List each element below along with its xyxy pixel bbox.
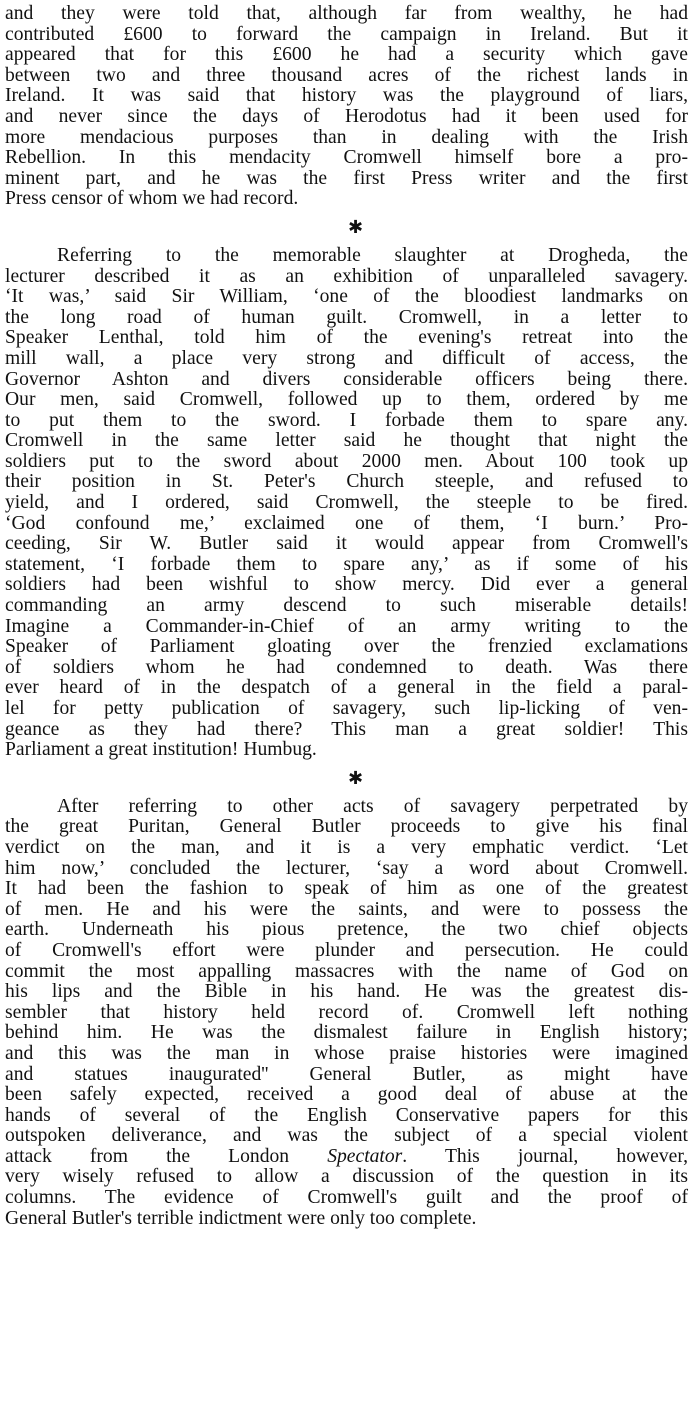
text-line: Speaker Lenthal, told him of the evening's retreat into the — [5, 327, 688, 349]
text-line: lecturer described it as an exhibition of unparalleled savagery. — [5, 265, 688, 287]
text-line: Cromwell in the same letter said he thought that night the — [5, 430, 688, 452]
text-line: been safely expected, received a good deal of abuse at the — [5, 1084, 688, 1106]
text-line: between two and three thousand acres of the richest lands in — [5, 64, 688, 86]
text-line: the great Puritan, General Butler proceeds to give his final — [5, 816, 688, 838]
text-line: to put them to the sword. I forbade them to spare any. — [5, 409, 688, 431]
text-line: mill wall, a place very strong and difficult of access, the — [5, 347, 688, 369]
text-line: sembler that history held record of. Cromwell left nothing — [5, 1001, 688, 1023]
text-line: of soldiers whom he had condemned to death. Was there — [5, 656, 688, 678]
text-line: him now,’ concluded the lecturer, ‘say a word about Cromwell. — [5, 857, 688, 879]
text-line: yield, and I ordered, said Cromwell, the steeple to be fired. — [5, 492, 688, 514]
text-line: appeared that for this £600 he had a security which gave — [5, 44, 688, 66]
document-page — [5, 4, 688, 1229]
text-line: minent part, and he was the first Press writer and the first — [5, 167, 688, 189]
text-line: of Cromwell's effort were plunder and persecution. He could — [5, 939, 688, 961]
paragraph-2 — [5, 246, 688, 761]
asterism-glyph: ✱ — [347, 767, 364, 789]
text-line: contributed £600 to forward the campaign in Ireland. But it — [5, 23, 688, 45]
text-line: Speaker of Parliament gloating over the frenzied exclamations — [5, 636, 688, 658]
text-line: columns. The evidence of Cromwell's guilt and the proof of — [5, 1187, 688, 1209]
text-line: and statues inaugurated'' General Butler, as might have — [5, 1063, 688, 1085]
section-separator — [5, 218, 688, 238]
text-line: lel for petty publication of savagery, such lip-licking of ven- — [5, 698, 688, 719]
paragraph-1 — [5, 4, 688, 210]
text-line: ‘God confound me,’ exclaimed one of them, ‘I burn.’ Pro- — [5, 512, 688, 534]
text-line: the long road of human guilt. Cromwell, in a letter to — [5, 306, 688, 328]
text-line: Governor Ashton and divers considerable officers being there. — [5, 368, 688, 390]
text-line: verdict on the man, and it is a very emphatic verdict. ‘Let — [5, 836, 688, 858]
text-line: his lips and the Bible in his hand. He was the greatest dis- — [5, 981, 688, 1003]
text-line: earth. Underneath his pious pretence, the two chief objects — [5, 919, 688, 941]
text-line: hands of several of the English Conservative papers for this — [5, 1104, 688, 1126]
text-line: Parliament a great institution! Humbug. — [5, 739, 317, 761]
text-line: soldiers had been wishful to show mercy. Did ever a general — [5, 574, 688, 596]
text-line: of men. He and his were the saints, and were to possess the — [5, 898, 688, 920]
text-line: Imagine a Commander-in-Chief of an army writing to the — [5, 615, 688, 637]
text-line: their position in St. Peter's Church steeple, and refused to — [5, 471, 688, 493]
newspaper-title: Spectator — [327, 1145, 403, 1167]
text-line: attack from the London Spectator. This journal, however, — [5, 1145, 688, 1167]
text-line: Ireland. It was said that history was the playground of liars, — [5, 85, 688, 107]
text-line: statement, ‘I forbade them to spare any,’ as if some of his — [5, 553, 688, 575]
text-line: ever heard of in the despatch of a general in the field a paral- — [5, 677, 688, 699]
text-line: commanding an army descend to such miserable details! — [5, 595, 688, 617]
text-line: soldiers put to the sword about 2000 men. About 100 took up — [5, 450, 688, 472]
text-line: It had been the fashion to speak of him as one of the greatest — [5, 878, 688, 900]
text-line: behind him. He was the dismalest failure in English history; — [5, 1022, 688, 1044]
text-line: geance as they had there? This man a great soldier! This — [5, 718, 688, 740]
text-line: commit the most appalling massacres with the name of God on — [5, 960, 688, 982]
text-line: Referring to the memorable slaughter at Drogheda, the — [57, 244, 688, 266]
text-line: and never since the days of Herodotus had it been used for — [5, 105, 688, 127]
text-line: ceeding, Sir W. Butler said it would appear from Cromwell's — [5, 533, 688, 555]
text-line: ‘It was,’ said Sir William, ‘one of the bloodiest landmarks on — [5, 286, 688, 308]
text-line: Our men, said Cromwell, followed up to them, ordered by me — [5, 389, 688, 411]
text-line: outspoken deliverance, and was the subject of a special violent — [5, 1125, 688, 1147]
asterism-glyph: ✱ — [347, 216, 364, 238]
text-line: more mendacious purposes than in dealing with the Irish — [5, 126, 688, 148]
text-line: Press censor of whom we had record. — [5, 188, 299, 210]
paragraph-3 — [5, 797, 688, 1229]
text-line: Rebellion. In this mendacity Cromwell himself bore a pro- — [5, 147, 688, 169]
text-line: very wisely refused to allow a discussion of the question in its — [5, 1166, 688, 1188]
text-line: and this was the man in whose praise histories were imagined — [5, 1042, 688, 1064]
section-separator — [5, 769, 688, 789]
text-line: After referring to other acts of savagery perpetrated by — [57, 795, 688, 817]
text-line: General Butler's terrible indictment were only too complete. — [5, 1207, 477, 1229]
text-line: and they were told that, although far from wealthy, he had — [5, 3, 688, 24]
